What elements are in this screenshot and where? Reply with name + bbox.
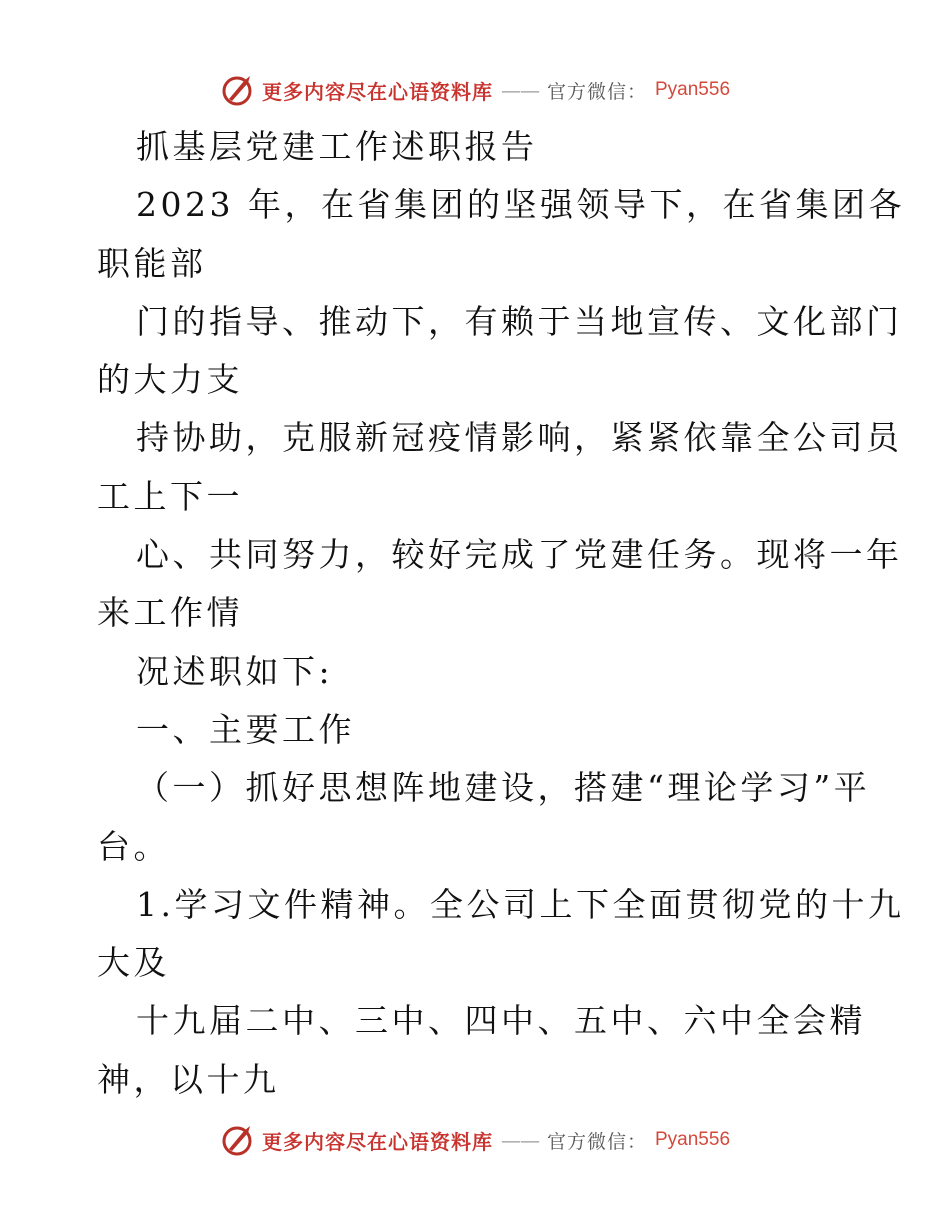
- text-line: 神，以十九: [97, 1059, 280, 1099]
- quill-pen-circle-icon: [220, 1123, 254, 1157]
- watermark-text: 更多内容尽在心语资料库: [261, 79, 493, 104]
- text-line: 持协助，克服新冠疫情影响，紧紧依靠全公司员: [136, 418, 903, 458]
- watermark-wechat-label: 官方微信：: [546, 80, 647, 103]
- text-line: 1.学习文件精神。全公司上下全面贯彻党的十九: [136, 884, 905, 924]
- text-line: 大及: [97, 943, 170, 983]
- text-line: 2023 年，在省集团的坚强领导下，在省集团各: [136, 185, 905, 225]
- watermark-wechat-id: Pyan556: [655, 79, 731, 100]
- document-title: 抓基层党建工作述职报告: [136, 127, 538, 166]
- footer-watermark: [0, 1120, 950, 1160]
- watermark-wechat-label: 官方微信：: [546, 1130, 647, 1153]
- text-line: 台。: [97, 826, 170, 866]
- watermark-separator: ——: [500, 1128, 539, 1152]
- text-line: 门的指导、推动下，有赖于当地宣传、文化部门: [136, 301, 903, 341]
- quill-pen-circle-icon: [220, 73, 254, 107]
- text-line: 心、共同努力，较好完成了党建任务。现将一年: [136, 535, 903, 575]
- text-line: 十九届二中、三中、四中、五中、六中全会精: [136, 1001, 866, 1041]
- watermark-text: 更多内容尽在心语资料库: [261, 1129, 493, 1154]
- header-watermark: [0, 70, 950, 110]
- text-line: 况述职如下:: [136, 651, 334, 691]
- document-body: [97, 118, 905, 1109]
- text-line: 职能部: [97, 243, 207, 283]
- watermark-wechat-id: Pyan556: [655, 1129, 731, 1150]
- text-line: 的大力支: [97, 360, 243, 400]
- subsection-heading: （一）抓好思想阵地建设，搭建“理论学习”平: [136, 768, 871, 808]
- text-line: 工上下一: [97, 476, 243, 516]
- section-heading: 一、主要工作: [136, 709, 355, 749]
- text-line: 来工作情: [97, 593, 243, 633]
- watermark-separator: ——: [500, 78, 539, 102]
